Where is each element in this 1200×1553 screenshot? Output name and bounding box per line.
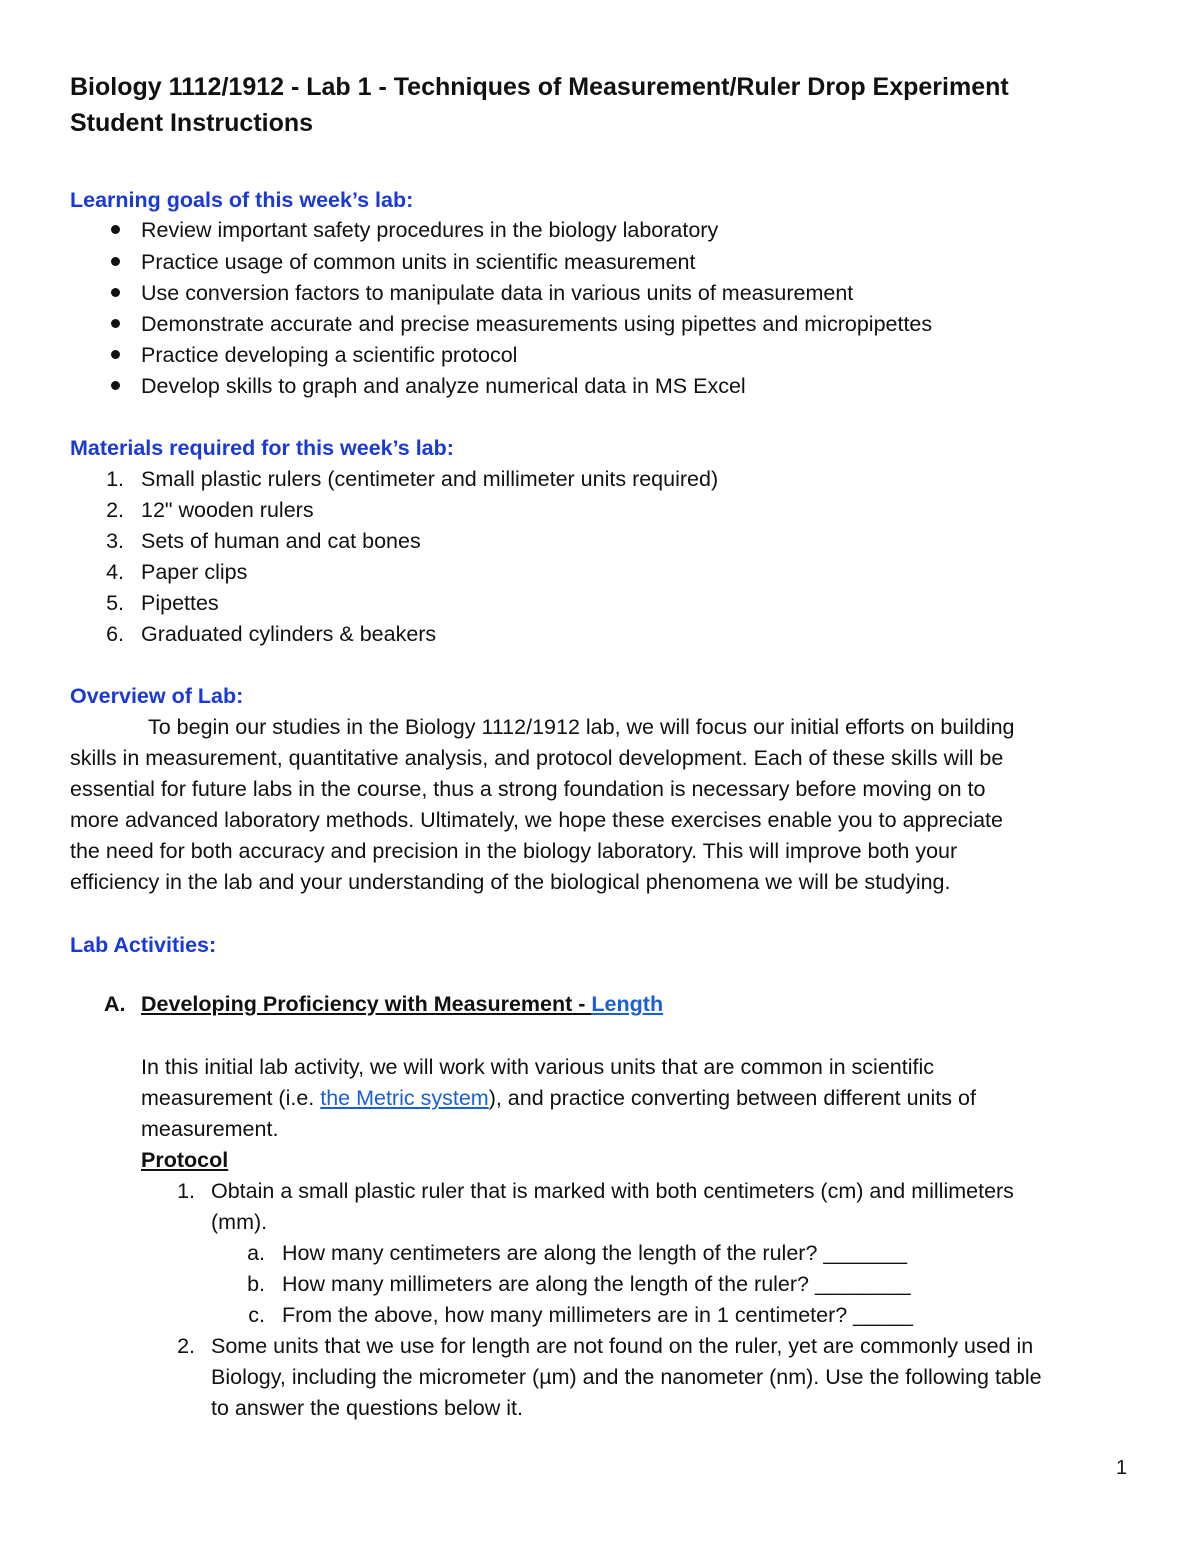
protocol-step-line: Some units that we use for length are not found on the ruler, yet are commonly used in (211, 1334, 1034, 1358)
bullet-icon (111, 350, 120, 359)
document-title-line1: Biology 1112/1912 - Lab 1 - Techniques of Measurement/Ruler Drop Experiment (70, 73, 1009, 101)
material-item: Graduated cylinders & beakers (141, 622, 437, 646)
bullet-icon (111, 319, 120, 328)
bullet-icon (111, 288, 120, 297)
material-item: 12" wooden rulers (141, 498, 314, 522)
length-link[interactable]: Length (591, 992, 664, 1016)
section-a-title-text: Developing Proficiency with Measurement - (141, 992, 592, 1016)
materials-heading: Materials required for this week’s lab: (70, 436, 454, 460)
goal-item: Use conversion factors to manipulate data in various units of measurement (141, 281, 854, 305)
list-number: 4. (106, 560, 124, 584)
overview-paragraph-line: skills in measurement, quantitative analysis, and protocol development. Each of these skills will be (70, 746, 1004, 770)
intro-line: In this initial lab activity, we will work with various units that are common in scientific (141, 1055, 935, 1079)
bullet-icon (111, 257, 120, 266)
overview-paragraph-line: To begin our studies in the Biology 1112/1912 lab, we will focus our initial efforts on building (148, 715, 1015, 739)
list-number: 6. (106, 622, 124, 646)
protocol-step-line: to answer the questions below it. (211, 1396, 523, 1420)
list-number: 5. (106, 591, 124, 615)
material-item: Sets of human and cat bones (141, 529, 421, 553)
goal-item: Practice developing a scientific protocol (141, 343, 518, 367)
section-letter: A. (104, 992, 126, 1016)
section-a-title (141, 991, 663, 1017)
activities-heading: Lab Activities: (70, 933, 217, 957)
goal-item: Demonstrate accurate and precise measurements using pipettes and micropipettes (141, 312, 933, 336)
list-number: 2. (106, 498, 124, 522)
list-number: 1. (177, 1179, 195, 1203)
intro-text: measurement (i.e. (141, 1086, 321, 1110)
bullet-icon (111, 381, 120, 390)
question-item: How many millimeters are along the length of the ruler? ________ (282, 1272, 911, 1296)
metric-system-link[interactable]: the Metric system (320, 1086, 489, 1110)
intro-text: ), and practice converting between different units of (488, 1086, 976, 1110)
overview-paragraph-line: more advanced laboratory methods. Ultimately, we hope these exercises enable you to appreciate (70, 808, 1003, 832)
protocol-label: Protocol (141, 1148, 229, 1172)
goal-item: Review important safety procedures in the biology laboratory (141, 218, 719, 242)
intro-line: measurement. (141, 1117, 279, 1141)
list-number: 3. (106, 529, 124, 553)
list-letter: c. (248, 1303, 265, 1327)
list-letter: b. (247, 1272, 265, 1296)
protocol-step-line: Biology, including the micrometer (µm) and the nanometer (nm). Use the following table (211, 1365, 1042, 1389)
material-item: Paper clips (141, 560, 248, 584)
goals-heading: Learning goals of this week’s lab: (70, 188, 414, 212)
question-item: From the above, how many millimeters are in 1 centimeter? _____ (282, 1303, 913, 1327)
list-number: 1. (106, 467, 124, 491)
overview-paragraph-line: essential for future labs in the course, thus a strong foundation is necessary before moving on to (70, 777, 986, 801)
material-item: Pipettes (141, 591, 219, 615)
document-title-line2: Student Instructions (70, 109, 314, 137)
protocol-step-line: (mm). (211, 1210, 268, 1234)
list-letter: a. (247, 1241, 265, 1265)
overview-heading: Overview of Lab: (70, 684, 244, 708)
goal-item: Develop skills to graph and analyze numerical data in MS Excel (141, 374, 746, 398)
bullet-icon (111, 225, 120, 234)
list-number: 2. (177, 1334, 195, 1358)
page-number: 1 (1116, 1457, 1128, 1479)
question-item: How many centimeters are along the length of the ruler? _______ (282, 1241, 908, 1265)
goal-item: Practice usage of common units in scientific measurement (141, 250, 696, 274)
material-item: Small plastic rulers (centimeter and millimeter units required) (141, 467, 719, 491)
intro-line (141, 1085, 976, 1111)
overview-paragraph-line: efficiency in the lab and your understanding of the biological phenomena we will be studying. (70, 870, 951, 894)
overview-paragraph-line: the need for both accuracy and precision in the biology laboratory. This will improve both your (70, 839, 958, 863)
protocol-step-line: Obtain a small plastic ruler that is marked with both centimeters (cm) and millimeters (211, 1179, 1014, 1203)
